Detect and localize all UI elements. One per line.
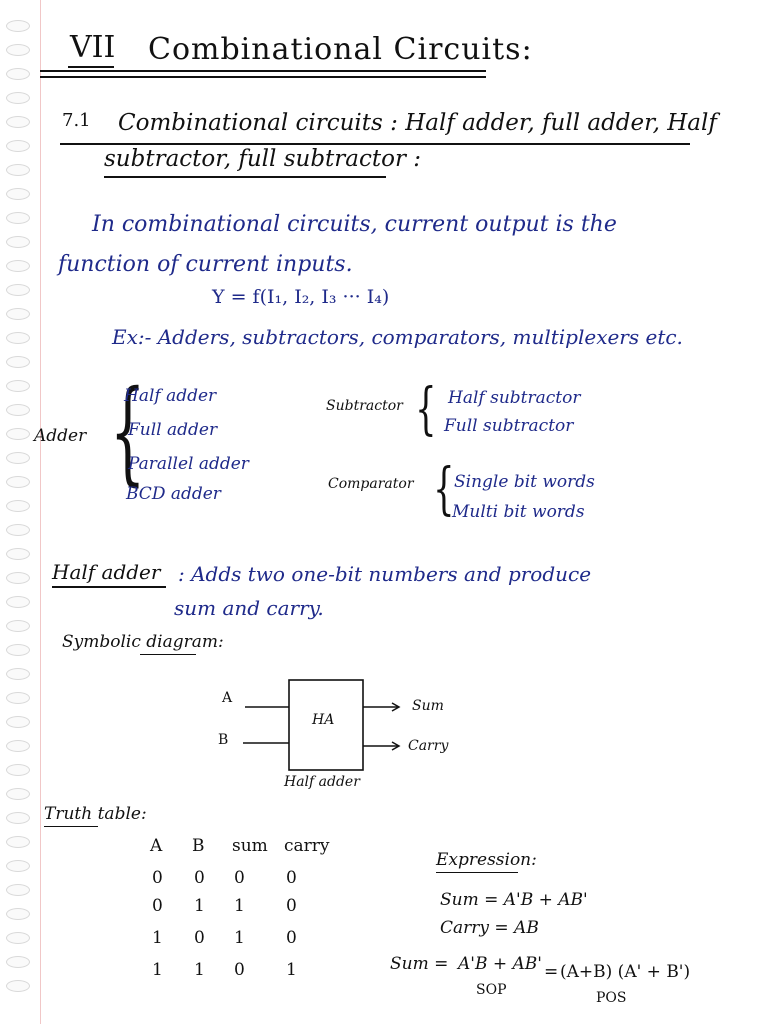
truth-table-header: sum: [232, 836, 268, 856]
chapter-number: VII: [70, 30, 116, 65]
truth-table-underline: [44, 826, 98, 827]
symbolic-diagram-label: Symbolic diagram:: [62, 632, 224, 652]
intro-line2: function of current inputs.: [58, 252, 353, 277]
diagram-out-sum: Sum: [412, 698, 444, 714]
adder-item-2: Full adder: [128, 420, 218, 440]
adder-brace: {: [109, 367, 146, 497]
expression-sum2-lhs: Sum =: [390, 954, 449, 974]
section-title-line2: subtractor, full subtractor :: [104, 146, 422, 172]
truth-table-cell: 0: [152, 896, 163, 916]
expression-carry: Carry = AB: [440, 918, 539, 938]
truth-table-header: carry: [284, 836, 330, 856]
truth-table-cell: 0: [152, 868, 163, 888]
chapter-title: Combinational Circuits:: [148, 32, 533, 67]
truth-table-cell: 0: [234, 868, 245, 888]
comparator-label: Comparator: [328, 476, 414, 492]
intro-examples: Ex:- Adders, subtractors, comparators, multiplexers etc.: [112, 325, 683, 349]
truth-table-cell: 1: [152, 928, 163, 948]
truth-table-cell: 1: [234, 928, 245, 948]
half-adder-def-line2: sum and carry.: [174, 596, 324, 620]
truth-table-cell: 0: [234, 960, 245, 980]
truth-table-cell: 1: [152, 960, 163, 980]
truth-table-cell: 1: [286, 960, 297, 980]
truth-table-cell: 1: [194, 896, 205, 916]
truth-table-cell: 1: [194, 960, 205, 980]
comparator-item-1: Single bit words: [454, 472, 595, 492]
expression-sum2-sop: A'B + AB': [458, 954, 542, 974]
section-title-line1: Combinational circuits : Half adder, full adder, Half: [118, 110, 717, 136]
diagram-input-a: A: [222, 690, 233, 706]
intro-formula: Y = f(I₁, I₂, I₃ ··· I₄): [212, 286, 390, 308]
expression-sum: Sum = A'B + AB': [440, 890, 588, 910]
subtractor-label: Subtractor: [326, 398, 403, 414]
truth-table-cell: 1: [234, 896, 245, 916]
half-adder-def-line1: : Adds two one-bit numbers and produce: [178, 562, 592, 586]
truth-table-cell: 0: [286, 868, 297, 888]
adder-item-1: Half adder: [124, 386, 217, 406]
adder-label: Adder: [34, 426, 87, 446]
diagram-out-carry: Carry: [408, 738, 449, 754]
section-number: 7.1: [62, 110, 91, 131]
truth-table-header: A: [150, 836, 163, 856]
half-adder-term: Half adder: [52, 560, 161, 584]
subtractor-item-1: Half subtractor: [448, 388, 581, 408]
expression-sum2-pos: (A+B) (A' + B'): [560, 962, 691, 982]
truth-table-cell: 0: [286, 928, 297, 948]
expression-label: Expression:: [436, 850, 537, 870]
diagram-caption: Half adder: [284, 774, 360, 790]
subtractor-item-2: Full subtractor: [444, 416, 574, 436]
pos-tag: POS: [596, 990, 627, 1006]
truth-table-label: Truth table:: [44, 804, 147, 824]
adder-item-3: Parallel adder: [128, 454, 249, 474]
subtractor-brace: {: [415, 377, 437, 442]
expression-sum2-eq: =: [544, 962, 559, 982]
sop-tag: SOP: [476, 982, 507, 998]
diagram-input-b: B: [218, 732, 229, 748]
truth-table-cell: 0: [194, 928, 205, 948]
comparator-brace: {: [433, 457, 455, 522]
expression-underline: [436, 872, 518, 873]
truth-table-cell: 0: [286, 896, 297, 916]
intro-line1: In combinational circuits, current output is the: [92, 212, 617, 237]
comparator-item-2: Multi bit words: [452, 502, 585, 522]
truth-table-cell: 0: [194, 868, 205, 888]
truth-table-header: B: [192, 836, 205, 856]
adder-item-4: BCD adder: [126, 484, 221, 504]
diagram-block-label: HA: [312, 712, 335, 728]
